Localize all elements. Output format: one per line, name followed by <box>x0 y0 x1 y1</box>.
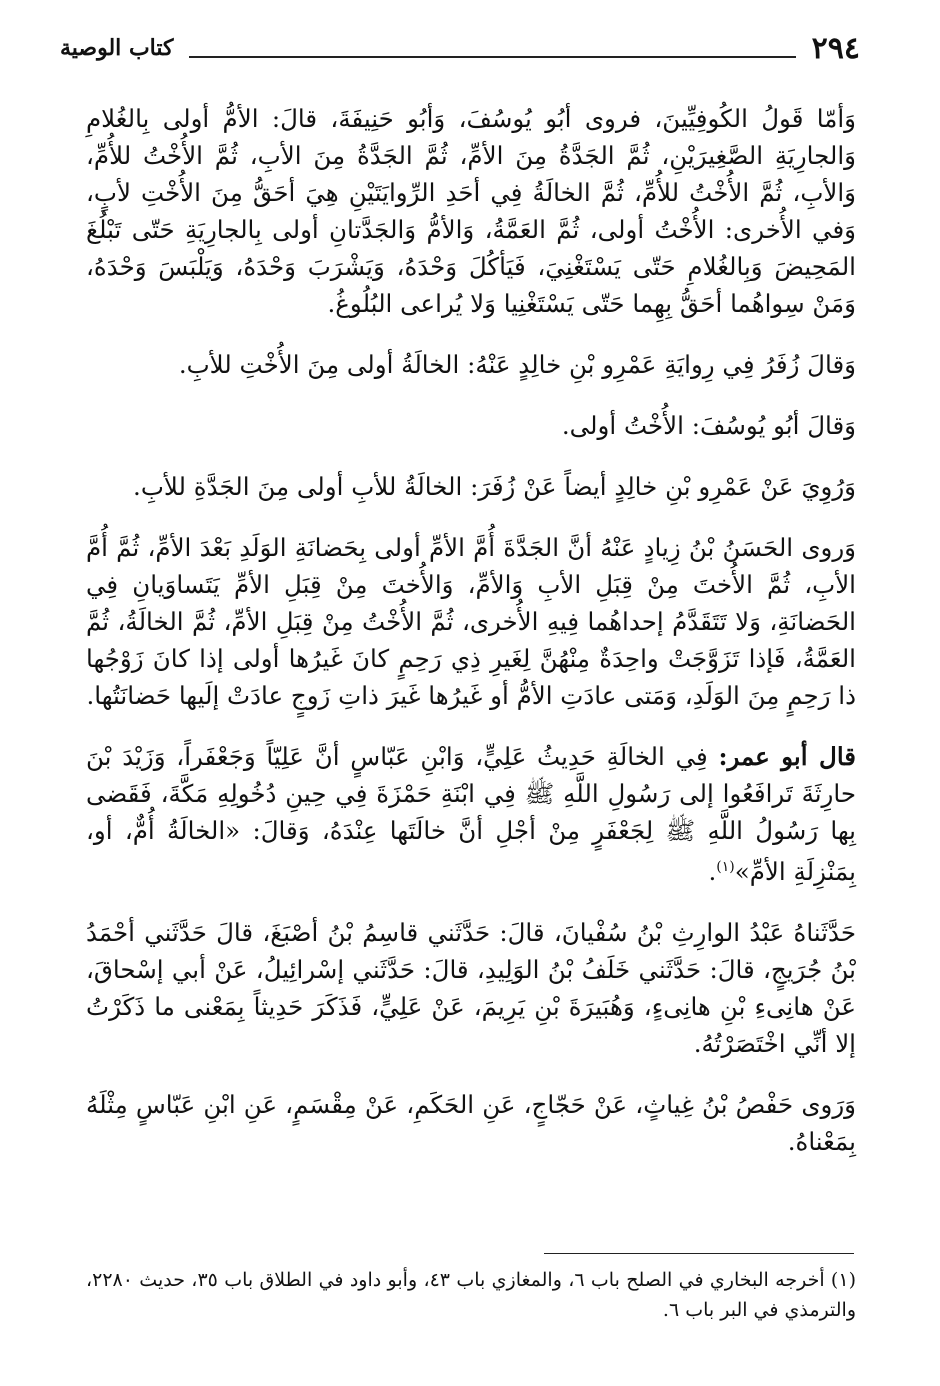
abu-umar-end: . <box>708 857 717 887</box>
footnote: (١) أخرجه البخاري في الصلح باب ٦، والمغازي باب ٤٣، وأبو داود في الطلاق باب ٣٥، حديث ٢٢٨٠، والترمذي في البر باب ٦. <box>86 1269 856 1321</box>
paragraph-abu-yusuf: وَقالَ أبُو يُوسُفَ: الأُخْتُ أولى. <box>561 411 856 440</box>
main-text <box>86 100 856 1184</box>
paragraph-hasan-ibn-ziyad: وَروى الحَسَنُ بْنُ زِيادٍ عَنْهُ أنَّ الجَدَّةَ أُمَّ الأمِّ أولى بِحَضانَةِ الوَلَدِ بَعْدَ الأمِّ، ثُمَّ أُمَّ الأبِ، ثُمَّ الأُختَ مِنْ قِبَلِ الأبِ وَالأمِّ، وَالأُختَ مِنْ قِبَلِ الأمِّ يَتَساوَيانِ فِي الحَضانَةِ، وَلا تَتَقَدَّمُ إحداهُما فِيهِ الأُخرى، ثُمَّ الأُخْتُ مِنْ قِبَلِ الأمِّ، ثُمَّ الخالَةُ، ثُمَّ العَمَّةُ، فَإذا تَزَوَّجَتْ واحِدَةٌ مِنْهُنَّ لِغَيرِ ذِي رَحِمٍ كانَ غَيرُها أولى إذا كانَ زَوْجُها ذا رَحِمٍ مِنَ الوَلَدِ، وَمَتى عادَتِ الأمُّ أو غَيرُها غَيرَ ذاتِ زَوجٍ عادَتْ إلَيها حَضانَتُها. <box>86 533 856 710</box>
paragraph-zufar: وَقالَ زُفَرُ فِي رِوايَةِ عَمْرِو بْنِ خالِدٍ عَنْهُ: الخالَةُ أولى مِنَ الأُخْتِ للأبِ. <box>178 350 856 379</box>
running-title: كتاب الوصية <box>60 35 174 61</box>
header-rule <box>189 56 795 58</box>
page-number: ٢٩٤ <box>811 30 860 66</box>
paragraph-kufiyyin: وَأمّا قَولُ الكُوفِيِّينَ، فروى أبُو يُوسُفَ، وَأبُو حَنِيفَةَ، قالَ: الأمُّ أولى بِالغُلامِ وَالجارِيَةِ الصَّغِيرَيْنِ، ثُمَّ الجَدَّةُ مِنَ الأمِّ، ثُمَّ الجَدَّةُ مِنَ الأبِ، ثُمَّ الأُخْتُ للأُمِّ، وَالأبِ، ثُمَّ الأُخْتُ للأُمِّ، ثُمَّ الخالَةُ فِي أحَدِ الرِّوايَتَيْنِ هِيَ أحَقُّ مِنَ الأُخْتِ لأبٍ، وَفي الأُخرى: الأُخْتُ أولى، ثُمَّ العَمَّةُ، وَالأمُّ وَالجَدَّتانِ أولى بِالجارِيَةِ حَتّى تَبْلُغَ المَحِيضَ وَبِالغُلامِ حَتّى يَسْتَغْنِيَ، فَيَأكُلَ وَحْدَهُ، وَيَشْرَبَ وَحْدَهُ، وَيَلْبَسَ وَحْدَهُ، وَمَنْ سِواهُما أحَقُّ بِهِما حَتّى يَسْتَغْنِيا وَلا يُراعى البُلُوغُ. <box>86 104 856 318</box>
paragraph-abu-umar <box>86 738 856 890</box>
paragraph-amr-ibn-khalid: وَرُوِيَ عَنْ عَمْرِو بْنِ خالِدٍ أيضاً عَنْ زُفَرَ: الخالَةُ للأبِ أولى مِنَ الجَدَّةِ للأبِ. <box>133 472 856 501</box>
abu-umar-text: فِي الخالَةِ حَدِيثُ عَلِيٍّ، وَابْنِ عَبّاسٍ أنَّ عَلِيّاً وَجَعْفَراً، وَزَيْدَ بْنَ حارِثَةَ تَرافَعُوا إلى رَسُولِ اللَّهِ ﷺ فِي ابْنَةِ حَمْزَةَ فِي حِينِ دُخُولِهِ مَكَّةَ، فَقَضى بِها رَسُولُ اللَّهِ ﷺ لِجَعْفَرٍ مِنْ أجْلِ أنَّ خالَتَها عِنْدَهُ، وَقالَ: «الخالَةُ أُمٌّ، أو، بِمَنْزِلَةِ الأمِّ» <box>86 742 856 887</box>
page-header <box>60 30 860 66</box>
abu-umar-lead: قال أبو عمر: <box>718 742 856 771</box>
paragraph-isnad: حَدَّثَناهُ عَبْدُ الوارِثِ بْنُ سُفْيانَ، قالَ: حَدَّثَني قاسِمُ بْنُ أصْبَغَ، قالَ حَدَّثَني أحْمَدُ بْنُ جُرَيجٍ، قالَ: حَدَّثَني خَلَفُ بْنُ الوَلِيدِ، قالَ: حَدَّثَني إسْرائِيلُ، عَنْ أبي إسْحاقَ، عَنْ هانِىءِ بْنِ هانِىءٍ، وَهُبَيرَةَ بْنِ يَرِيمَ، عَنْ عَلِيٍّ، فَذَكَرَ حَدِيثاً بِمَعْنى ما ذَكَرْتُ إلا أنِّي اخْتَصَرْتُهُ. <box>86 918 856 1059</box>
footnote-reference[interactable]: (١) <box>716 859 735 875</box>
paragraph-hafs: وَرَوى حَفْصُ بْنُ غِياثٍ، عَنْ حَجّاجٍ، عَنِ الحَكَمِ، عَنْ مِقْسَمٍ، عَنِ ابْنِ عَبّاسٍ مِثْلَهُ بِمَعْناهُ. <box>86 1090 856 1157</box>
footnote-separator <box>544 1253 854 1254</box>
